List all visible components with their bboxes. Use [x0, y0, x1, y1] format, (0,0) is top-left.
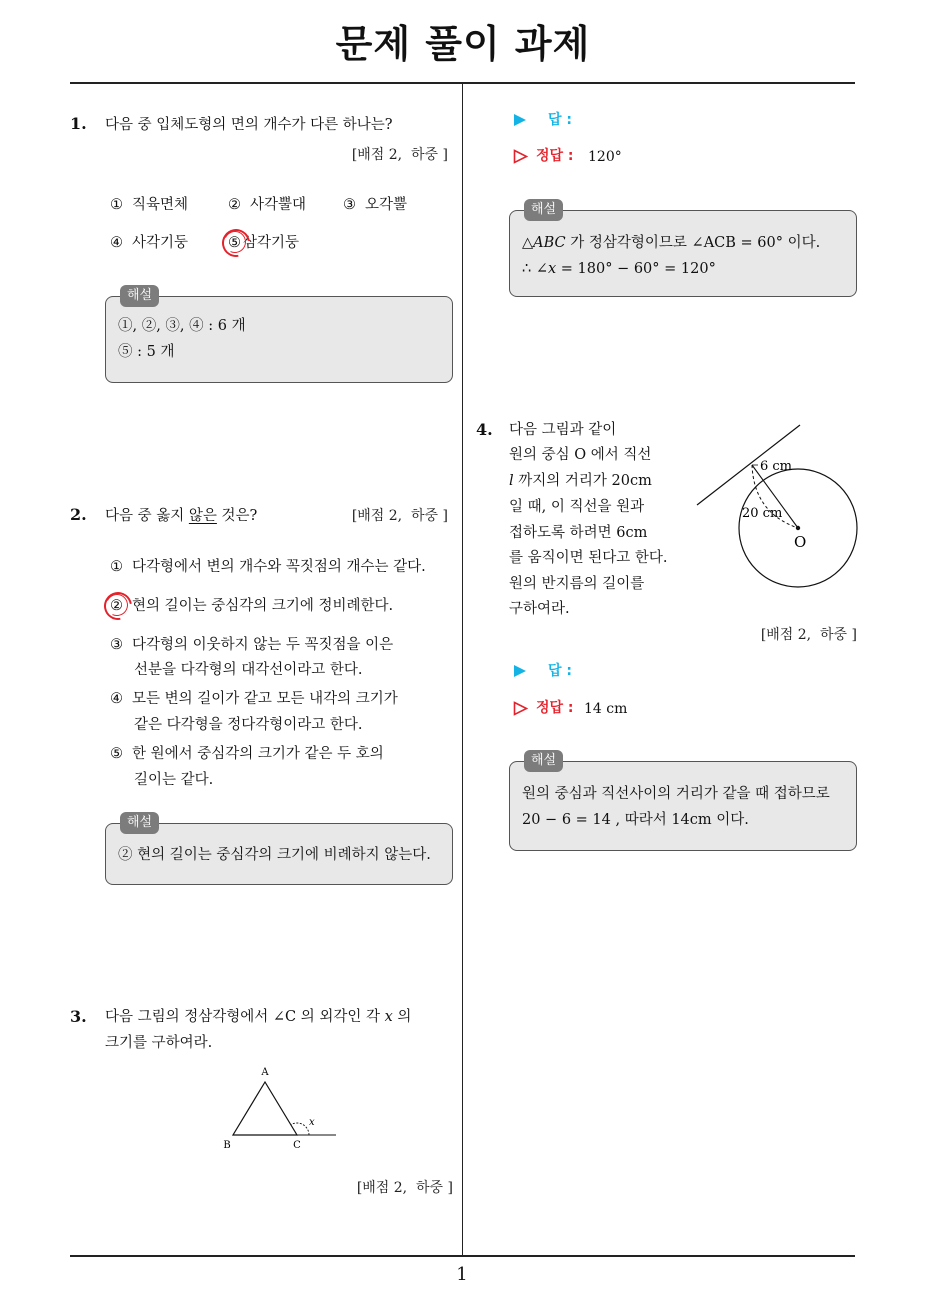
question-text: 접하도록 하려면 6cm — [509, 525, 648, 541]
option-mark: ② — [228, 197, 241, 213]
option-label: 모든 변의 길이가 같고 모든 내각의 크기가 — [132, 691, 398, 707]
math-variable: x — [547, 261, 557, 277]
question-text-part: 다음 중 옳지 — [105, 508, 189, 524]
correct-answer-triangle-icon — [513, 149, 528, 164]
option-label-continued: 같은 다각형을 정다각형이라고 한다. — [134, 717, 363, 733]
option-label: 다각형의 이웃하지 않는 두 꼭짓점을 이은 — [132, 637, 394, 653]
explanation-line: ①, ②, ③, ④ : 6 개 — [118, 318, 246, 334]
score-label: [배점 2, 하중 ] — [356, 1180, 453, 1196]
option-item — [110, 744, 384, 764]
option-item — [110, 596, 393, 616]
option-mark: ⑤ — [110, 746, 123, 762]
explanation-tab: 해설 — [120, 812, 159, 834]
explanation-tab: 해설 — [524, 199, 563, 221]
correct-answer-label: 정답 : — [536, 700, 574, 716]
question-text: 원의 중심 O 에서 직선 — [509, 447, 652, 463]
option-item — [110, 635, 393, 655]
center-dot — [796, 526, 800, 530]
question-text: 크기를 구하여라. — [105, 1035, 213, 1051]
score-label: [배점 2, 하중 ] — [760, 627, 857, 643]
explanation-tab: 해설 — [524, 750, 563, 772]
explanation-text-part: 가 정삼각형이므로 ∠ACB = 60° 이다. — [565, 235, 821, 251]
explanation-line: 원의 중심과 직선사이의 거리가 같을 때 접하므로 — [522, 786, 830, 802]
page-number: 1 — [456, 1264, 468, 1285]
question-text: 원의 반지름의 길이를 — [509, 576, 645, 592]
question-text: 다음 중 입체도형의 면의 개수가 다른 하나는? — [105, 117, 393, 133]
option-mark: ⑤ — [228, 235, 241, 251]
option-mark: ③ — [343, 197, 356, 213]
option-mark: ① — [110, 559, 123, 575]
explanation-line: ② 현의 길이는 중심각의 크기에 비례하지 않는다. — [118, 847, 431, 863]
question-number: 2. — [70, 505, 87, 524]
option-item — [228, 195, 306, 215]
vertex-label-c: C — [293, 1140, 301, 1151]
question-text-part: 다음 그림의 정삼각형에서 ∠C 의 외각인 각 — [105, 1009, 385, 1025]
center-distance-label: 20 cm — [742, 506, 783, 521]
question-text-part: 까지의 거리가 20cm — [513, 473, 652, 489]
option-mark: ① — [110, 197, 123, 213]
triangle-shape — [233, 1082, 297, 1135]
page-title: 문제 풀이 과제 — [335, 22, 591, 66]
explanation-text-part: ∴ ∠ — [522, 261, 548, 277]
question-text-part: 것은? — [216, 508, 258, 524]
option-mark: ③ — [110, 637, 123, 653]
math-variable: l — [509, 473, 514, 489]
question-number: 3. — [70, 1007, 87, 1026]
option-label: 삼각기둥 — [243, 235, 300, 251]
explanation-line: 20 − 6 = 14 , 따라서 14cm 이다. — [522, 812, 749, 828]
option-label: 사각뿔대 — [250, 197, 307, 213]
option-label: 다각형에서 변의 개수와 꼭짓점의 개수는 같다. — [132, 559, 426, 575]
option-label-continued: 선분을 다각형의 대각선이라고 한다. — [134, 662, 363, 678]
option-item — [228, 233, 299, 253]
bottom-rule — [70, 1255, 855, 1257]
question-text — [509, 471, 652, 491]
option-mark: ④ — [110, 691, 123, 707]
option-mark: ② — [110, 598, 123, 614]
option-label: 직육면체 — [132, 197, 189, 213]
correct-answer-triangle-icon — [513, 701, 528, 716]
option-item — [110, 557, 426, 577]
option-item — [110, 233, 188, 253]
option-item — [343, 195, 407, 215]
correct-answer-value: 14 cm — [584, 701, 628, 717]
question-number: 4. — [476, 420, 493, 439]
explanation-box — [509, 753, 857, 851]
correct-answer-label: 정답 : — [536, 148, 574, 164]
option-label: 한 원에서 중심각의 크기가 같은 두 호의 — [132, 746, 384, 762]
option-label: 사각기둥 — [132, 235, 189, 251]
score-label: [배점 2, 하중 ] — [351, 147, 448, 163]
question-text-part: 의 — [392, 1009, 412, 1025]
question-number: 1. — [70, 114, 87, 133]
answer-triangle-icon — [513, 664, 527, 678]
option-mark: ④ — [110, 235, 123, 251]
question-text-underlined: 않은 — [188, 508, 217, 524]
explanation-line — [522, 259, 716, 279]
explanation-box — [105, 288, 453, 383]
question-text — [105, 506, 257, 526]
correct-answer-value: 120° — [588, 149, 622, 165]
answer-label: 답 : — [548, 663, 572, 679]
explanation-line — [522, 233, 820, 253]
score-label: [배점 2, 하중 ] — [351, 508, 448, 524]
math-variable: ABC — [533, 235, 566, 251]
question-text: 를 움직이면 된다고 한다. — [509, 550, 668, 566]
triangle-figure — [215, 1060, 345, 1155]
vertex-label-a: A — [261, 1067, 269, 1078]
explanation-line: ⑤ : 5 개 — [118, 344, 175, 360]
explanation-tab: 해설 — [120, 285, 159, 307]
question-text: 구하여라. — [509, 601, 570, 617]
move-distance-label: 6 cm — [760, 459, 793, 474]
circle-tangent-figure — [690, 415, 865, 595]
angle-label-x: x — [309, 1117, 315, 1128]
math-variable: x — [384, 1009, 393, 1025]
vertex-label-b: B — [223, 1140, 231, 1151]
explanation-box — [509, 202, 857, 297]
option-item — [110, 195, 188, 215]
column-divider — [462, 82, 463, 1255]
option-item — [110, 689, 398, 709]
question-text: 일 때, 이 직선을 원과 — [509, 499, 645, 515]
explanation-box — [105, 815, 453, 885]
option-label: 현의 길이는 중심각의 크기에 정비례한다. — [132, 598, 394, 614]
option-label: 오각뿔 — [365, 197, 408, 213]
explanation-text-part: = 180° − 60° = 120° — [556, 261, 716, 277]
question-text — [105, 1007, 411, 1027]
explanation-text-part: △ — [522, 235, 534, 251]
question-text: 다음 그림과 같이 — [509, 422, 617, 438]
option-label-continued: 길이는 같다. — [134, 772, 214, 788]
answer-label: 답 : — [548, 112, 572, 128]
center-label-o: O — [794, 533, 807, 551]
answer-triangle-icon — [513, 113, 527, 127]
